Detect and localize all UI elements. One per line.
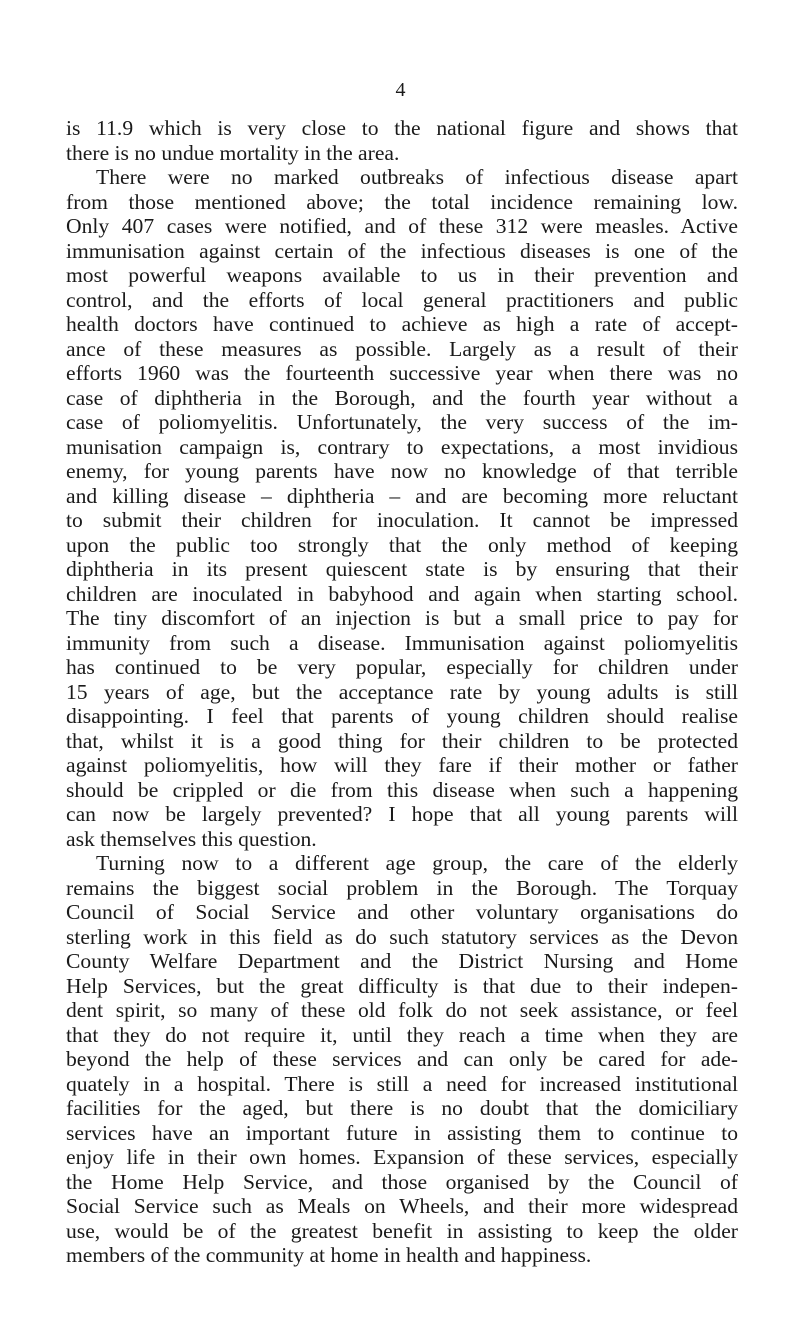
- text-line: disappointing. I feel that parents of young children should realise: [66, 704, 738, 728]
- text-line: is 11.9 which is very close to the national figure and shows that: [66, 116, 738, 140]
- text-line: health doctors have continued to achieve as high a rate of accept-: [66, 312, 738, 336]
- text-line: efforts 1960 was the fourteenth successive year when there was no: [66, 361, 738, 385]
- text-line: diphtheria in its present quiescent state is by ensuring that their: [66, 557, 738, 581]
- text-line: munisation campaign is, contrary to expectations, a most invidious: [66, 434, 738, 459]
- text-line: case of diphtheria in the Borough, and the fourth year without a: [66, 385, 738, 410]
- text-line: upon the public too strongly that the only method of keeping: [66, 532, 738, 557]
- text-line: services have an important future in assisting them to continue to: [66, 1120, 738, 1145]
- text-line: case of poliomyelitis. Unfortunately, the very success of the im-: [66, 410, 738, 434]
- text-line: immunity from such a disease. Immunisation against poliomyelitis: [66, 630, 738, 655]
- text-line: sterling work in this field as do such statutory services as the Devon: [66, 924, 738, 949]
- text-line: should be crippled or die from this disease when such a happening: [66, 777, 738, 802]
- text-line: enemy, for young parents have now no knowledge of that terrible: [66, 459, 738, 483]
- text-line: most powerful weapons available to us in their prevention and: [66, 263, 738, 287]
- text-line: County Welfare Department and the District Nursing and Home: [66, 949, 738, 973]
- paragraph: [66, 116, 738, 165]
- text-line: dent spirit, so many of these old folk do not seek assistance, or feel: [66, 998, 738, 1022]
- text-line: that they do not require it, until they reach a time when they are: [66, 1022, 738, 1047]
- text-line: enjoy life in their own homes. Expansion of these services, especially: [66, 1145, 738, 1169]
- text-line: and killing disease – diphtheria – and are becoming more reluctant: [66, 483, 738, 508]
- paragraph: [66, 851, 738, 1268]
- text-line: against poliomyelitis, how will they fare if their mother or father: [66, 753, 738, 777]
- text-line: immunisation against certain of the infectious diseases is one of the: [66, 238, 738, 263]
- text-line: the Home Help Service, and those organised by the Council of: [66, 1169, 738, 1194]
- text-line: Only 407 cases were notified, and of these 312 were measles. Active: [66, 214, 738, 238]
- text-line: to submit their children for inoculation. It cannot be impressed: [66, 508, 738, 532]
- text-line: The tiny discomfort of an injection is but a small price to pay for: [66, 606, 738, 630]
- text-line: ask themselves this question.: [66, 826, 317, 851]
- text-line: can now be largely prevented? I hope that all young parents will: [66, 802, 738, 826]
- text-line: Social Service such as Meals on Wheels, and their more widespread: [66, 1194, 738, 1218]
- text-line: beyond the help of these services and can only be cared for ade-: [66, 1047, 738, 1071]
- text-line: quately in a hospital. There is still a need for increased institutional: [66, 1071, 738, 1096]
- text-line: 15 years of age, but the acceptance rate by young adults is still: [66, 679, 738, 704]
- text-line: There were no marked outbreaks of infectious disease apart: [96, 165, 738, 189]
- text-line: control, and the efforts of local general practitioners and public: [66, 287, 738, 312]
- body-text: [66, 116, 738, 1268]
- text-line: facilities for the aged, but there is no doubt that the domiciliary: [66, 1096, 738, 1120]
- text-line: members of the community at home in health and happiness.: [66, 1243, 592, 1267]
- text-line: there is no undue mortality in the area.: [66, 140, 400, 165]
- text-line: Turning now to a different age group, the care of the elderly: [96, 851, 738, 875]
- text-line: children are inoculated in babyhood and again when starting school.: [66, 581, 738, 606]
- paragraph: [66, 165, 738, 851]
- text-line: remains the biggest social problem in the Borough. The Torquay: [66, 875, 738, 900]
- page-number: 4: [395, 79, 406, 101]
- text-line: use, would be of the greatest benefit in assisting to keep the older: [66, 1218, 738, 1243]
- text-line: has continued to be very popular, especially for children under: [66, 655, 738, 679]
- text-line: Help Services, but the great difficulty is that due to their indepen-: [66, 973, 738, 998]
- text-line: from those mentioned above; the total incidence remaining low.: [66, 189, 738, 214]
- text-line: that, whilst it is a good thing for their children to be protected: [66, 728, 738, 753]
- text-line: Council of Social Service and other voluntary organisations do: [66, 900, 738, 924]
- text-line: ance of these measures as possible. Largely as a result of their: [66, 336, 738, 361]
